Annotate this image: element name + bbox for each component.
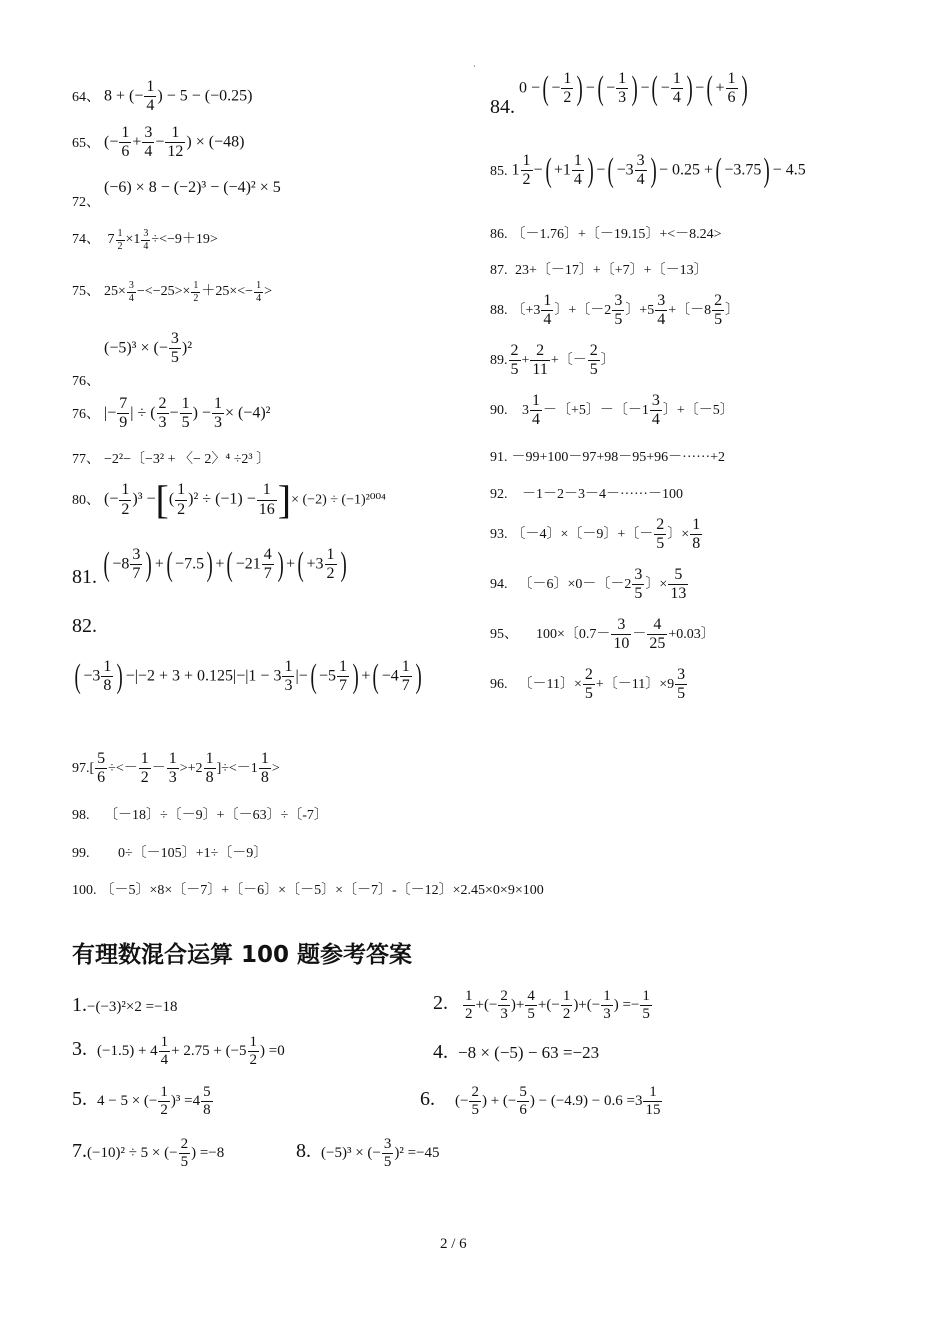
problem-65: 65、 (− $\frac{1}{6}$ + $\frac{3}{4}$ − $\frac{1}{12}$ ) × (−48) [72,124,245,161]
fraction: $\frac{3}{5}$ [170,330,179,367]
fraction: $\frac{1}{4}$ [146,78,155,115]
fraction: $\frac{1}{6}$ [727,70,736,107]
problem-97: 97.[ $\frac{5}{6}$ ÷<－ $\frac{1}{2}$ － $\frac{1}{3}$ >+2 $\frac{1}{8}$ ]÷<－1 $\frac{1}{8}$ > [72,750,280,787]
fraction: $\frac{1}{4}$ [256,280,262,304]
answer-7: 7.(−10)² ÷ 5 × (− $\frac{2}{5}$ ) =−8 [72,1136,225,1171]
fraction: $\frac{1}{2}$ [121,481,130,518]
fraction: $\frac{1}{2}$ [465,988,473,1023]
fraction: $\frac{3}{4}$ [657,292,666,329]
page-number: 2 / 6 [440,1236,467,1252]
problem-82-label: 82. [72,615,97,637]
fraction: $\frac{2}{5}$ [510,342,519,379]
fraction: $\frac{1}{4}$ [543,292,552,329]
fraction: $\frac{2}{3}$ [500,988,508,1023]
answer-6: 6. (− $\frac{2}{5}$ ) + (− $\frac{5}{6}$ ) − (−4.9) − 0.6 =3 $\frac{1}{15}$ [420,1084,661,1119]
problem-92: 92. －1－2－3－4－······－100 [490,487,683,502]
fraction: $\frac{1}{16}$ [258,481,275,518]
fraction: $\frac{3}{5}$ [634,566,643,603]
problem-74: 74、 7 $\frac{1}{2}$ ×1 $\frac{3}{4}$ ÷<−9＋19> [72,228,218,252]
fraction: $\frac{1}{3}$ [284,658,293,695]
fraction: $\frac{3}{5}$ [677,666,686,703]
fraction: $\frac{1}{5}$ [642,988,650,1023]
fraction: $\frac{3}{7}$ [132,546,141,583]
fraction: $\frac{5}{6}$ [97,750,106,787]
fraction: $\frac{4}{5}$ [527,988,535,1023]
fraction: $\frac{2}{5}$ [714,292,723,329]
fraction: $\frac{2}{5}$ [656,516,665,553]
fraction: $\frac{3}{5}$ [383,1136,392,1171]
fraction: $\frac{3}{4}$ [128,280,134,304]
problem-64: 64、 8 + (− $\frac{1}{4}$ ) − 5 − (−0.25) [72,78,253,115]
problem-77: 77、 −2²−〔−3² + 〈− 2〉⁴ ÷2³ 〕 [72,452,271,467]
fraction: $\frac{1}{2}$ [522,152,531,189]
answer-2: 2. $\frac{1}{2}$ +(− $\frac{2}{3}$ )+ $\frac{4}{5}$ +(− $\frac{1}{2}$ )+(− $\frac{1}{3}$ ) =− $\frac{1}{5}$ [433,988,650,1023]
problem-76a: 76、(−5)³ × (− $\frac{3}{5}$ )² [72,330,192,389]
problem-98: 98. 〔－18〕÷〔－9〕+〔－63〕÷〔-7〕 [72,808,328,823]
answer-5: 5. 4 − 5 × (− $\frac{1}{2}$ )³ =4 $\frac{5}{8}$ [72,1084,211,1119]
fraction: $\frac{1}{2}$ [249,1034,258,1069]
fraction: $\frac{5}{6}$ [519,1084,527,1119]
fraction: $\frac{2}{11}$ [532,342,548,379]
fraction: $\frac{3}{10}$ [613,616,630,653]
fraction: $\frac{1}{2}$ [160,1084,168,1119]
fraction: $\frac{3}{4}$ [651,392,660,429]
fraction: $\frac{1}{8}$ [260,750,269,787]
fraction: $\frac{2}{5}$ [584,666,593,703]
problem-81: 81. ( −8 $\frac{3}{7}$ ) +( −7.5) +( −21 $\frac{4}{7}$ ) +( +3 $\frac{1}{2}$ ) [72,545,347,588]
problem-95: 95、 100×〔0.7－ $\frac{3}{10}$ － $\frac{4}{25}$ +0.03〕 [490,616,715,653]
fraction: $\frac{1}{4}$ [532,392,540,429]
problem-93: 93. 〔－4〕×〔－9〕+〔－ $\frac{2}{5}$ 〕× $\frac{1}{8}$ [490,516,701,553]
answer-8: 8. (−5)³ × (− $\frac{3}{5}$ )² =−45 [296,1136,440,1171]
fraction: $\frac{1}{15}$ [645,1084,661,1119]
answers-heading: 有理数混合运算 100 题参考答案 [72,942,413,968]
fraction: $\frac{3}{4}$ [143,228,149,252]
fraction: $\frac{3}{4}$ [144,124,153,161]
problem-99: 99. 0÷〔－105〕+1÷〔－9〕 [72,846,268,861]
fraction: $\frac{1}{3}$ [213,395,222,432]
fraction: $\frac{1}{8}$ [692,516,701,553]
fraction: $\frac{2}{5}$ [471,1084,479,1119]
fraction: $\frac{1}{12}$ [167,124,184,161]
problem-88: 88. 〔+3 $\frac{1}{4}$ 〕+〔－2 $\frac{3}{5}$ 〕+5 $\frac{3}{4}$ +〔－8 $\frac{2}{5}$ 〕 [490,292,740,329]
fraction: $\frac{1}{2}$ [193,280,199,304]
fraction: $\frac{2}{5}$ [180,1136,189,1171]
fraction: $\frac{1}{2}$ [117,228,123,252]
problem-87: 87. 23+〔－17〕+〔+7〕+〔－13〕 [490,263,708,278]
answer-3: 3. (−1.5) + 4 $\frac{1}{4}$ + 2.75 + (−5 $\frac{1}{2}$ ) =0 [72,1034,285,1069]
problem-86: 86. 〔－1.76〕+〔－19.15〕+<－8.24> [490,227,722,242]
fraction: $\frac{4}{7}$ [263,546,272,583]
fraction: $\frac{1}{8}$ [103,658,112,695]
fraction: $\frac{1}{3}$ [603,988,611,1023]
fraction: $\frac{1}{5}$ [181,395,190,432]
problem-80: 80、 (− $\frac{1}{2}$ )³ −[( $\frac{1}{2}$ )² ÷ (−1) − $\frac{1}{16}$ ]× (−2) ÷ (−1)²⁰⁰⁴ [72,477,386,522]
problem-85: 85. 1 $\frac{1}{2}$ −( +1 $\frac{1}{4}$ ) −( −3 $\frac{3}{4}$ ) − 0.25 +( −3.75) − 4.5 [490,151,806,189]
fraction: $\frac{1}{2}$ [562,988,571,1023]
fraction: $\frac{1}{2}$ [177,481,186,518]
fraction: $\frac{1}{2}$ [140,750,149,787]
fraction: $\frac{1}{4}$ [573,152,582,189]
problem-76b: 76、 |− $\frac{7}{9}$ | ÷ ( $\frac{2}{3}$ − $\frac{1}{5}$ ) − $\frac{1}{3}$ × (−4)² [72,395,271,432]
fraction: $\frac{4}{25}$ [649,616,666,653]
problem-94: 94. 〔－6〕×0－〔－2 $\frac{3}{5}$ 〕× $\frac{5}{13}$ [490,566,687,603]
fraction: $\frac{1}{2}$ [563,70,572,107]
problem-89: 89. $\frac{2}{5}$ + $\frac{2}{11}$ +〔－ $\frac{2}{5}$ 〕 [490,342,615,379]
fraction: $\frac{2}{3}$ [158,395,167,432]
fraction: $\frac{5}{13}$ [670,566,687,603]
fraction: $\frac{1}{4}$ [672,70,681,107]
fraction: $\frac{5}{8}$ [203,1084,211,1119]
fraction: $\frac{7}{9}$ [119,395,128,432]
problem-96: 96. 〔－11〕× $\frac{2}{5}$ +〔－11〕×9 $\frac{3}{5}$ [490,666,686,703]
answer-1: 1.−(−3)²×2 =−18 [72,994,178,1016]
fraction: $\frac{1}{6}$ [121,124,130,161]
problem-82: ( −3 $\frac{1}{8}$ ) −|−2 + 3 + 0.125|−|1 − 3 $\frac{1}{3}$ |−( −5 $\frac{1}{7}$ ) +( −4 $\frac{1}{7}$ ) [74,657,422,695]
fraction: $\frac{1}{2}$ [326,546,335,583]
fraction: $\frac{3}{4}$ [636,152,645,189]
problem-75: 75、 25× $\frac{3}{4}$ −<−25>× $\frac{1}{2}$ ＋25×<− $\frac{1}{4}$ > [72,280,272,304]
problem-72: 72、(−6) × 8 − (−2)³ − (−4)² × 5 [72,179,281,210]
fraction: $\frac{1}{3}$ [168,750,177,787]
fraction: $\frac{1}{7}$ [401,658,410,695]
fraction: $\frac{1}{3}$ [618,70,627,107]
fraction: $\frac{3}{5}$ [614,292,623,329]
fraction: $\frac{1}{7}$ [339,658,348,695]
problem-84: 84.0 −( − $\frac{1}{2}$ ) −( − $\frac{1}{3}$ ) −( − $\frac{1}{4}$ ) −( + $\frac{1}{6}$ ) [490,69,748,118]
fraction: $\frac{1}{4}$ [160,1034,169,1069]
fraction: $\frac{1}{8}$ [205,750,214,787]
fraction: $\frac{2}{5}$ [589,342,598,379]
answer-4: 4. −8 × (−5) − 63 =−23 [433,1041,600,1063]
problem-100: 100. 〔－5〕×8×〔－7〕+〔－6〕×〔－5〕×〔－7〕-〔－12〕×2.45×0×9×100 [72,883,544,898]
problem-90: 90. 3 $\frac{1}{4}$ －〔+5〕－〔－1 $\frac{3}{4}$ 〕+〔－5〕 [490,392,734,429]
document-page: · 64、 8 + (− $\frac{1}{4}$ ) − 5 − (−0.25) 65、 (− $\frac{1}{6}$ + $\frac{3}{4}$ − $\frac{1}{12}$ ) × (−48) 72、(−6) × 8 − (−2)³ − (−4)² × 5 74、 7 $\frac{1}{2}$ ×1 $\frac{3}{4}$ ÷<−9＋19> 75、 25× $\frac{3}{4}$ −<−25>× $\frac{1}{2}$ ＋25×<− $\frac{1}{4}$ > 76、(−5)³ × (− $\frac{3}{5}$ )² 76、 |− $\frac{7}{9}$ | ÷ ( $\frac{2}{3}$ − $\frac{1}{5}$ ) − $\frac{1}{3}$ × (−4)² 77、 −2²−〔−3² + 〈− 2〉⁴ ÷2³ 〕 80、 (− $\frac{1}{2}$ )³ −[( $\frac{1}{2}$ )² ÷ (−1) − $\frac{1}{16}$ ]× (−2) ÷ (−1)²⁰⁰⁴ 81. ( −8 $\frac{3}{7}$ ) +( −7.5) +( −21 $\frac{4}{7}$ ) +( +3 $\frac{1}{2}$ ) 82. ( −3 $\frac{1}{8}$ ) −|−2 + 3 + 0.125|−|1 − 3 $\frac{1}{3}$ |−( −5 $\frac{1}{7}$ ) +( −4 $\frac{1}{7}$ ) 84.0 −( − $\frac{1}{2}$ ) −( − $\frac{1}{3}$ ) −( − $\frac{1}{4}$ ) −( + $\frac{1}{6}$ ) 85. 1 $\frac{1}{2}$ −( +1 $\frac{1}{4}$ ) −( −3 $\frac{3}{4}$ ) − 0.25 +( −3.75) − 4.5 86. 〔－1.76〕+〔－19.15〕+<－8.24> 87. 23+〔－17〕+〔+7〕+〔－13〕 88. 〔+3 $\frac{1}{4}$ 〕+〔－2 $\frac{3}{5}$ 〕+5 $\frac{3}{4}$ +〔－8 $\frac{2}{5}$ 〕 89. $\frac{2}{5}$ + $\frac{2}{11}$ +〔－ $\frac{2}{5}$ 〕 90. 3 $\frac{1}{4}$ －〔+5〕－〔－1 $\frac{3}{4}$ 〕+〔－5〕 91. －99+100－97+98－95+96－······+2 92. －1－2－3－4－······－100 93. 〔－4〕×〔－9〕+〔－ $\frac{2}{5}$ 〕× $\frac{1}{8}$ 94. 〔－6〕×0－〔－2 $\frac{3}{5}$ 〕× $\frac{5}{13}$ 95、 100×〔0.7－ $\frac{3}{10}$ － $\frac{4}{25}$ +0.03〕 96. 〔－11〕× $\frac{2}{5}$ +〔－11〕×9 $\frac{3}{5}$ 97.[ $\frac{5}{6}$ ÷<－ $\frac{1}{2}$ － $\frac{1}{3}$ >+2 $\frac{1}{8}$ ]÷<－1 $\frac{1}{8}$ > 98. 〔－18〕÷〔－9〕+〔－63〕÷〔-7〕 99. 0÷〔－105〕+1÷〔－9〕 100. 〔－5〕×8×〔－7〕+〔－6〕×〔－5〕×〔－7〕-〔－12〕×2.45×0×9×100 有理数混合运算 100 题参考答案 1.−(−3)²×2 =−18 2. $\frac{1}{2}$ +(− $\frac{2}{3}$ )+ $\frac{4}{5}$ +(− $\frac{1}{2}$ )+(− $\frac{1}{3}$ ) =− $\frac{1}{5}$ 3. (−1.5) + 4 $\frac{1}{4}$ + 2.75 + (−5 $\frac{1}{2}$ ) =0 4. −8 × (−5) − 63 =−23 5. 4 − 5 × (− $\frac{1}{2}$ )³ =4 $\frac{5}{8}$ 6. (− $\frac{2}{5}$ ) + (− $\frac{5}{6}$ ) − (−4.9) − 0.6 =3 $\frac{1}{15}$ 7.(−10)² ÷ 5 × (− $\frac{2}{5}$ ) =−8 8. (−5)³ × (− $\frac{3}{5}$ )² =−45 2 / 6 [72,62,806,1252]
problem-91: 91. －99+100－97+98－95+96－······+2 [490,450,726,465]
